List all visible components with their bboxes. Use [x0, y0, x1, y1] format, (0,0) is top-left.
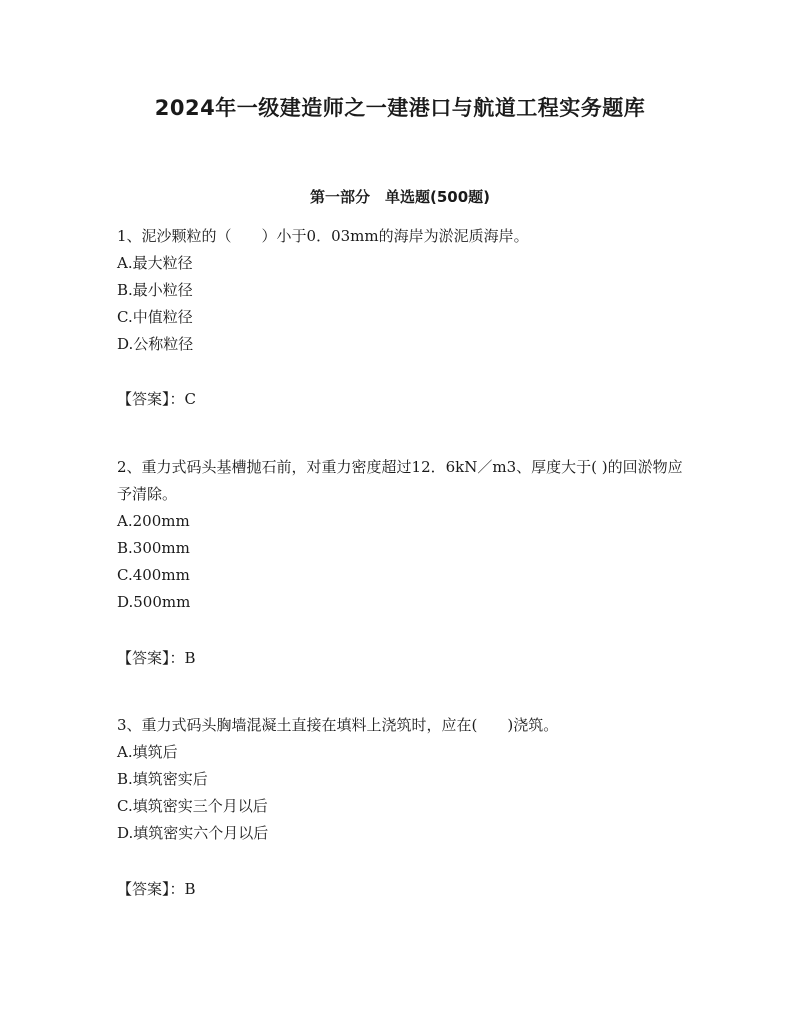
option-c: C.填筑密实三个月以后 — [117, 797, 268, 815]
option-b: B.最小粒径 — [117, 281, 193, 299]
option-d: D.填筑密实六个月以后 — [117, 824, 269, 842]
option-c: C.中值粒径 — [117, 308, 193, 326]
option-a: A.200mm — [117, 512, 190, 530]
question-1 — [117, 223, 697, 358]
page-title: 2024年一级建造师之一建港口与航道工程实务题库 — [154, 96, 646, 120]
answer-2: 【答案】：B — [117, 649, 196, 667]
option-d: D.500mm — [117, 593, 191, 611]
option-a: A.最大粒径 — [117, 254, 193, 272]
question-2 — [117, 454, 697, 616]
question-text: 2、重力式码头基槽抛石前，对重力密度超过12．6kN／m3、厚度大于( )的回淤物应予清除。 — [117, 458, 683, 503]
question-3 — [117, 712, 697, 847]
option-b: B.300mm — [117, 539, 190, 557]
option-d: D.公称粒径 — [117, 335, 194, 353]
answer-1: 【答案】：C — [117, 390, 196, 408]
question-text: 3、重力式码头胸墙混凝土直接在填料上浇筑时，应在( )浇筑。 — [117, 716, 559, 734]
answer-3: 【答案】：B — [117, 880, 196, 898]
option-a: A.填筑后 — [117, 743, 178, 761]
option-b: B.填筑密实后 — [117, 770, 208, 788]
section-title: 第一部分 单选题(500题) — [309, 188, 491, 206]
question-text: 1、泥沙颗粒的（ ）小于0．03mm的海岸为淤泥质海岸。 — [117, 227, 529, 245]
option-c: C.400mm — [117, 566, 190, 584]
